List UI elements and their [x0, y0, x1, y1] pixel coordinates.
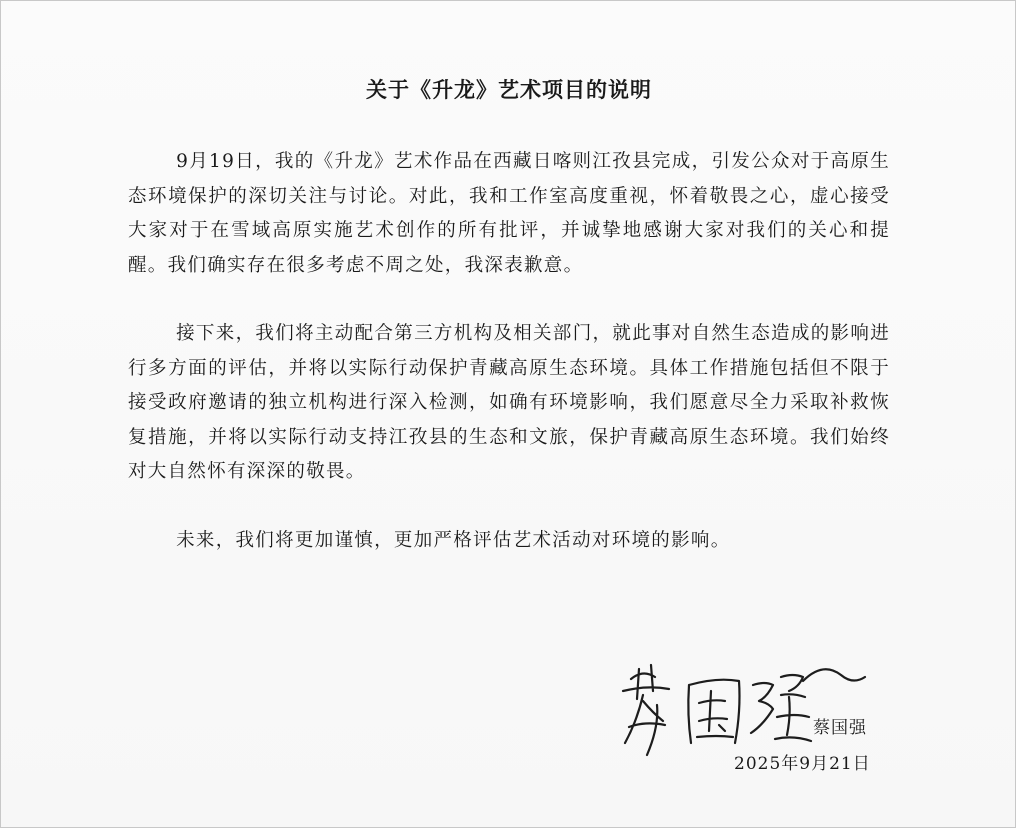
document-body: [128, 145, 890, 592]
paragraph-2: 接下来，我们将主动配合第三方机构及相关部门，就此事对自然生态造成的影响进行多方面的评估，并将以实际行动保护青藏高原生态环境。具体工作措施包括但不限于接受政府邀请的独立机构进行深入检测，如确有环境影响，我们愿意尽全力采取补救恢复措施，并将以实际行动支持江孜县的生态和文旅，保护青藏高原生态环境。我们始终对大自然怀有深深的敬畏。: [128, 323, 890, 482]
signer-name: 蔡国强: [813, 718, 867, 738]
signature-date: 2025年9月21日: [734, 754, 871, 774]
paragraph-1: 9月19日，我的《升龙》艺术作品在西藏日喀则江孜县完成，引发公众对于高原生态环境保护的深切关注与讨论。对此，我和工作室高度重视，怀着敬畏之心，虚心接受大家对于在雪域高原实施艺术创作的所有批评，并诚挚地感谢大家对我们的关心和提醒。我们确实存在很多考虑不周之处，我深表歉意。: [128, 151, 890, 276]
paragraph-3: 未来，我们将更加谨慎，更加严格评估艺术活动对环境的影响。: [176, 529, 731, 551]
document-title: 关于《升龙》艺术项目的说明: [366, 77, 652, 102]
